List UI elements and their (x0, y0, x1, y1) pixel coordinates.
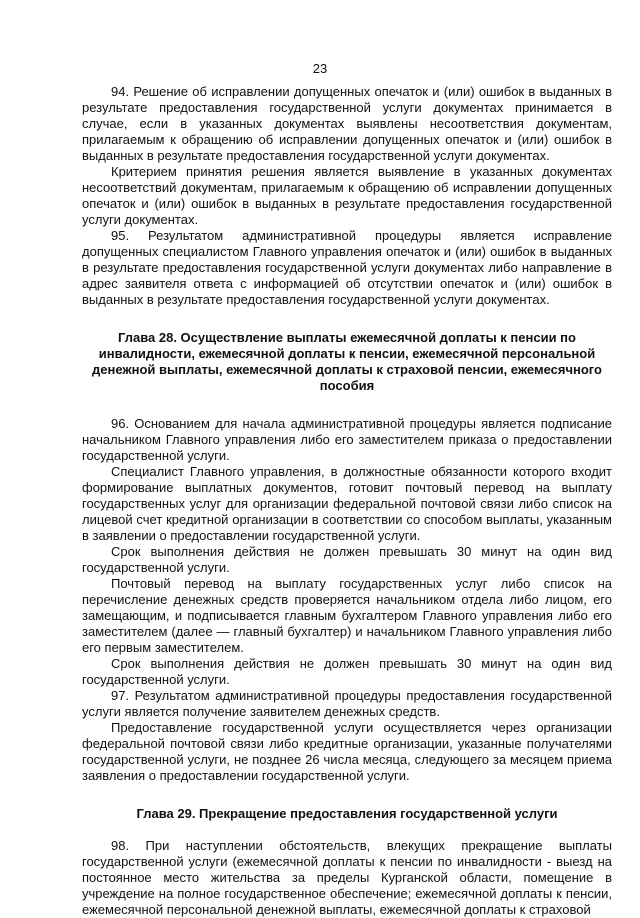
paragraph-criterion: Критерием принятия решения является выявление в указанных документах несоответствий документам, прилагаемым к обращению об исправлении допущенных опечаток и (или) ошибок в выданных в результате предоставления государственной услуги документах. (82, 164, 612, 227)
paragraph-95: 95. Результатом административной процедуры является исправление допущенных специалистом Главного управления опечаток и (или) ошибок в выданных в результате предоставления государственной услуги документах либо направление в адрес заявителя ответа с информацией об отсутствии опечаток и (или) ошибок в выданных в результате предоставления государственной услуги документах. (82, 228, 612, 307)
paragraph-96: 96. Основанием для начала административной процедуры является подписание начальником Главного управления либо его заместителем приказа о предоставлении государственной услуги. (82, 416, 612, 463)
paragraph-specialist: Специалист Главного управления, в должностные обязанности которого входит формирование выплатных документов, готовит почтовый перевод на выплату государственных услуг для организации федеральной почтовой связи либо список на лицевой счет кредитной организации в соответствии со способом выплаты, указанным в заявлении о предоставлении государственной услуги. (82, 464, 612, 543)
paragraph-deadline-2: Срок выполнения действия не должен превышать 30 минут на один вид государственной услуги. (82, 656, 612, 687)
paragraph-deadline-1: Срок выполнения действия не должен превышать 30 минут на один вид государственной услуги. (82, 544, 612, 575)
paragraph-provision: Предоставление государственной услуги осуществляется через организации федеральной почтовой связи либо кредитные организации, указанные получателями государственной услуги, не позднее 26 числа месяца, следующего за месяцем приема заявления о предоставлении государственной услуги. (82, 720, 612, 783)
document-body (82, 84, 612, 918)
chapter-29-heading: Глава 29. Прекращение предоставления государственной услуги (136, 806, 558, 821)
paragraph-97: 97. Результатом административной процедуры предоставления государственной услуги является получение заявителем денежных средств. (82, 688, 612, 719)
paragraph-98: 98. При наступлении обстоятельств, влекущих прекращение выплаты государственной услуги (ежемесячной доплаты к пенсии по инвалидности - выезд на постоянное место жительства за пределы Курганской области, помещение в учреждение на полное государственное обеспечение; ежемесячной доплаты к пенсии, ежемесячной персональной денежной выплаты, ежемесячной доплаты к страховой (82, 838, 612, 917)
page-number: 23 (312, 61, 328, 76)
paragraph-postal-transfer: Почтовый перевод на выплату государственных услуг либо список на перечисление денежных средств проверяется начальником отдела либо лицом, его замещающим, и подписывается главным бухгалтером Главного управления либо его заместителем (далее — главный бухгалтер) и начальником Главного управления либо его первым заместителем. (82, 576, 612, 655)
paragraph-94: 94. Решение об исправлении допущенных опечаток и (или) ошибок в выданных в результате предоставления государственной услуги документах принимается в случае, если в указанных документах выявлены несоответствия документам, прилагаемым к обращению об исправлении допущенных опечаток и (или) ошибок в выданных в результате предоставления государственной услуги документах. (82, 84, 612, 163)
chapter-28-heading: Глава 28. Осуществление выплаты ежемесячной доплаты к пенсии по инвалидности, ежемесячной доплаты к пенсии, ежемесячной персональной денежной выплаты, ежемесячной доплаты к страховой пенсии, ежемесячного пособия (92, 330, 602, 393)
